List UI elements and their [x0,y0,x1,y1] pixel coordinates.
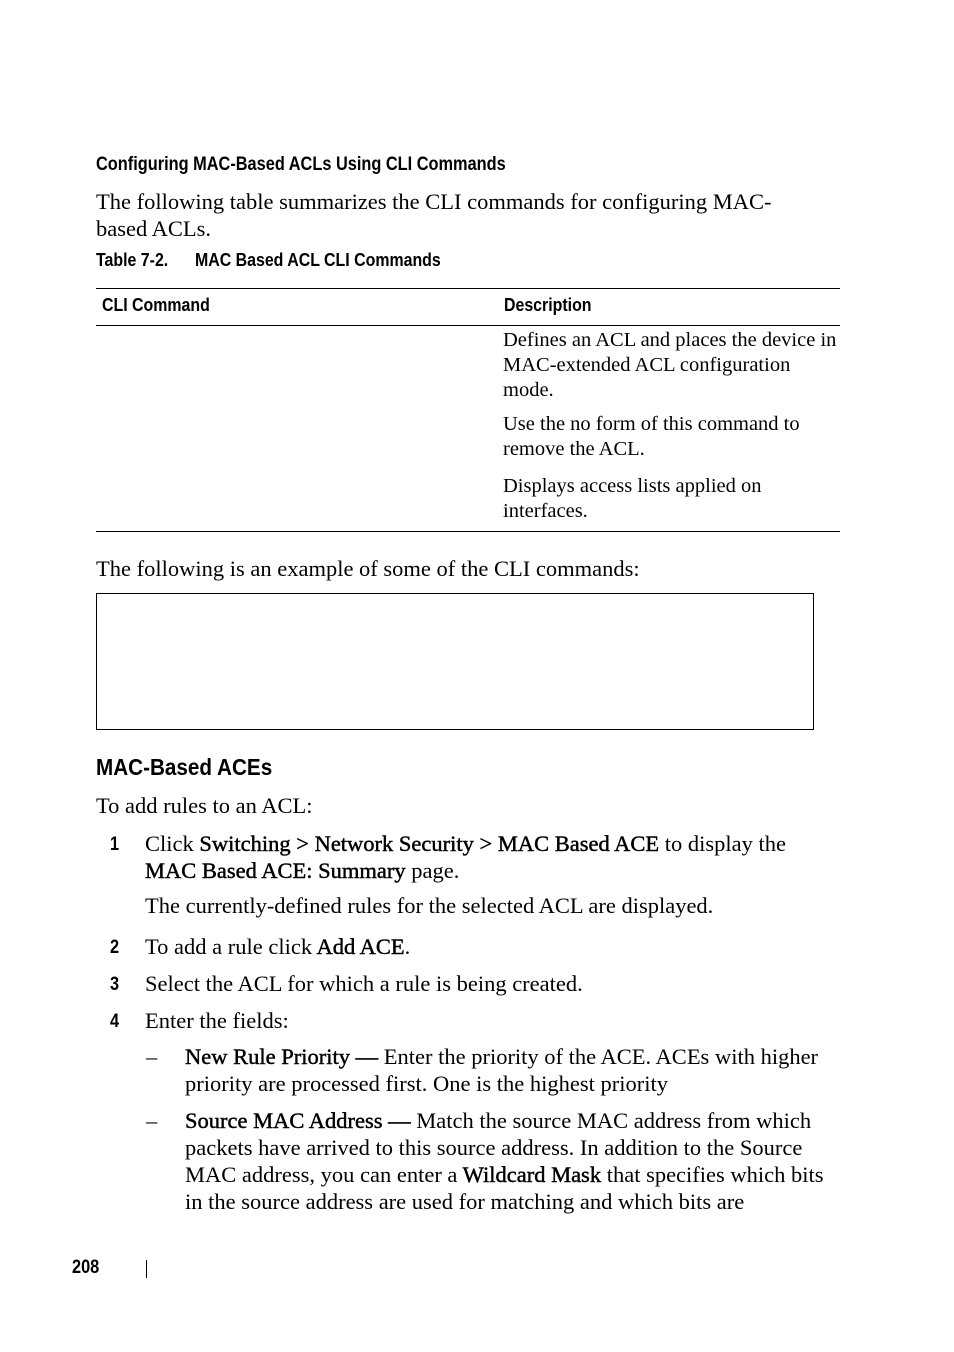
list-dash: – [146,1044,158,1069]
table-caption-title: MAC Based ACL CLI Commands [194,249,441,270]
step-number: 3 [110,974,120,995]
table-body [96,326,840,531]
button-name: Add ACE [316,934,405,959]
step-number: 2 [110,937,120,958]
aces-intro: To add rules to an ACL: [96,793,313,818]
code-example-box [96,593,814,730]
step-number: 4 [110,1011,120,1032]
step-text: To add a rule click Add ACE. [145,934,411,959]
description-cell: Displays access lists applied on interfaces. [503,475,762,522]
step-text: Select the ACL for which a rule is being created. [145,971,583,996]
table-caption [96,249,441,271]
column-header-description: Description [504,294,592,315]
field-description: Source MAC Address — Match the source MAC address from which packets have arrived to this source address. In addition to the Source MAC address, you can enter a Wildcard Mask that specifies which bits in the source address are used for matching and which bits are [185,1108,824,1214]
example-intro: The following is an example of some of the CLI commands: [96,556,640,581]
menu-path: Switching > Network Security > MAC Based ACE [199,831,660,856]
step-text: Click Switching > Network Security > MAC Based ACE to display the MAC Based ACE: Summary page. [145,831,786,883]
table-header-row [96,289,840,326]
step-number: 1 [110,834,120,855]
cli-commands-table [96,288,840,532]
page-number: 208 [72,1257,100,1278]
list-dash: – [146,1108,158,1133]
description-cell: Defines an ACL and places the device in MAC-extended ACL configuration mode. [503,329,837,401]
aces-heading: MAC-Based ACEs [96,754,273,780]
table-caption-number: Table 7-2. [96,249,169,270]
step-text: Enter the fields: [145,1008,289,1033]
intro-paragraph: The following table summarizes the CLI commands for configuring MAC-based ACLs. [96,189,772,241]
footer-divider [146,1260,147,1278]
field-term: Source MAC Address — [185,1108,411,1133]
step-1-note: The currently-defined rules for the selected ACL are displayed. [145,893,714,918]
field-term: New Rule Priority — [185,1044,379,1069]
page-name: MAC Based ACE: Summary [145,858,406,883]
column-header-cli-command: CLI Command [102,294,210,315]
section-heading: Configuring MAC-Based ACLs Using CLI Commands [96,154,506,175]
field-term-wildcard-mask: Wildcard Mask [462,1162,602,1187]
field-description: New Rule Priority — Enter the priority of the ACE. ACEs with higher priority are processed first. One is the highest priority [185,1044,819,1096]
description-cell: Use the no form of this command to remove the ACL. [503,413,800,460]
